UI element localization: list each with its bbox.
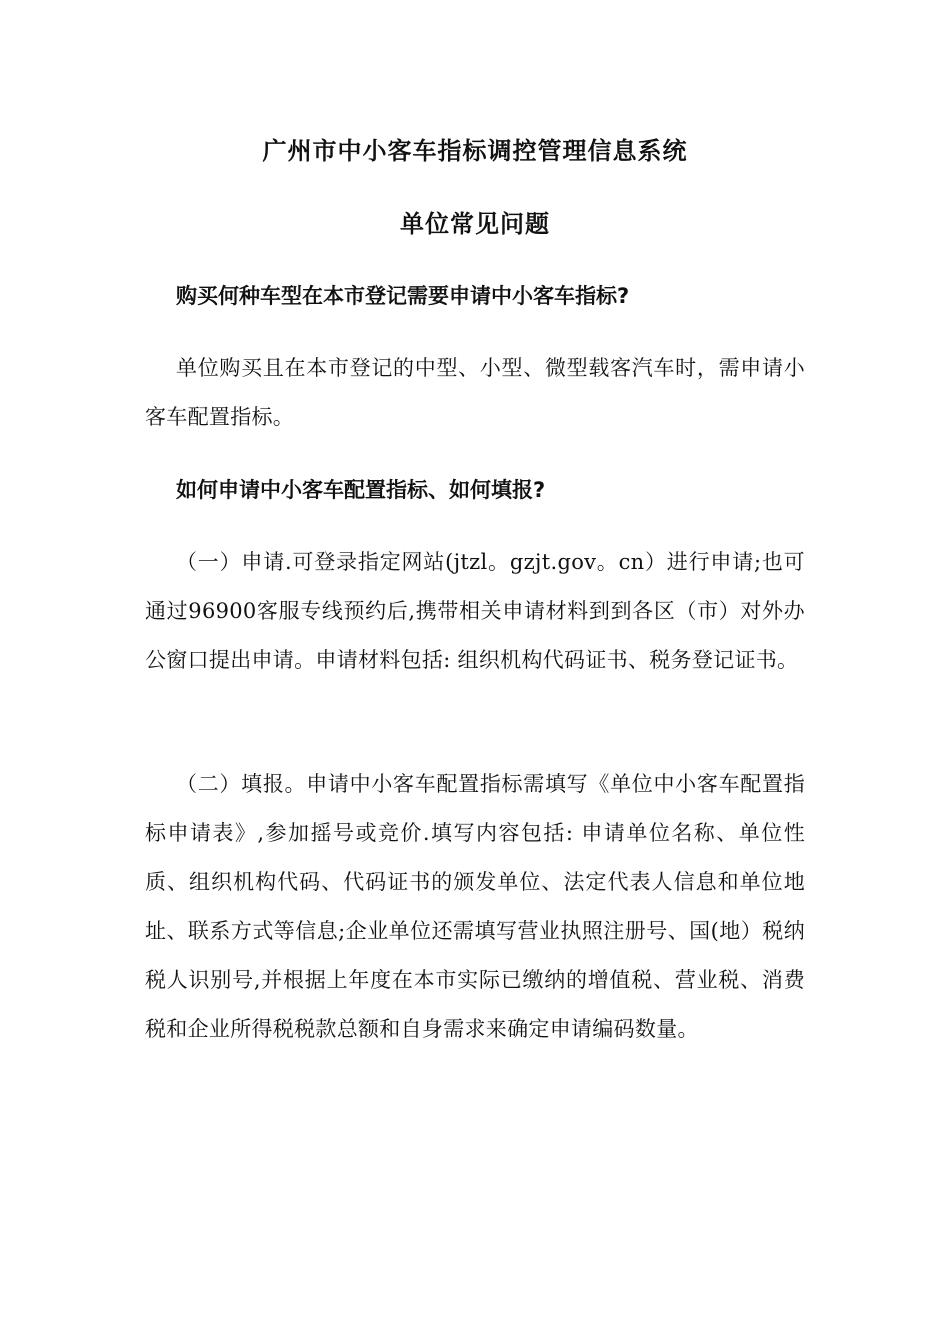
faq-answer-2-apply: （一）申请.可登录指定网站(jtzl。gzjt.gov。cn）进行申请;也可通过96900客服专线预约后,携带相关申请材料到到各区（市）对外办公窗口提出申请。申请材料包括: 组织机构代码证书、税务登记证书。 [145,550,805,672]
document-title: 广州市中小客车指标调控管理信息系统 [262,137,688,165]
faq-question-1: 购买何种车型在本市登记需要申请中小客车指标? [176,284,630,308]
document-subtitle: 单位常见问题 [400,210,550,238]
faq-answer-1: 单位购买且在本市登记的中型、小型、微型载客汽车时，需申请小客车配置指标。 [145,356,805,429]
faq-answer-2-fill: （二）填报。申请中小客车配置指标需填写《单位中小客车配置指标申请表》,参加摇号或竞价.填写内容包括: 申请单位名称、单位性质、组织机构代码、代码证书的颁发单位、法定代表人信息和单位地址、联系方式等信息;企业单位还需填写营业执照注册号、国(地）税纳税人识别号,并根据上年度在本市实际已缴纳的增值税、营业税、消费税和企业所得税税款总额和自身需求来确定申请编码数量。 [145,772,805,1041]
faq-question-2: 如何申请中小客车配置指标、如何填报? [176,478,546,502]
